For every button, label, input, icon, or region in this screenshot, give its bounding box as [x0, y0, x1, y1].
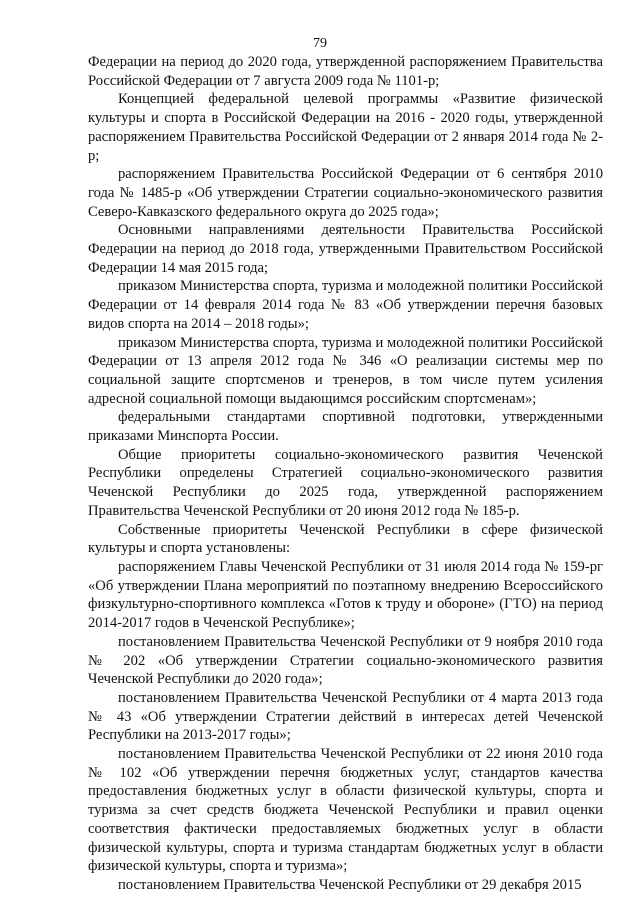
paragraph: Собственные приоритеты Чеченской Республики в сфере физической культуры и спорта установлены:: [88, 521, 603, 557]
paragraph: постановлением Правительства Чеченской Республики от 4 марта 2013 года № 43 «Об утверждении Стратегии действий в интересах детей Чеченской Республики на 2013-2017 годы»;: [88, 689, 603, 744]
paragraph: постановлением Правительства Чеченской Республики от 29 декабря 2015: [118, 876, 582, 893]
document-body: [88, 53, 603, 895]
paragraph: распоряжением Правительства Российской Федерации от 6 сентября 2010 года № 1485-р «Об утверждении Стратегии социально-экономического развития Северо-Кавказского федерального округа до 2025 года»;: [88, 166, 603, 220]
paragraph: постановлением Правительства Чеченской Республики от 22 июня 2010 года № 102 «Об утверждении перечня бюджетных услуг, стандартов качества предоставления бюджетных услуг в области физической культуры, спорта и туризма за счет средств бюджета Чеченской Республики и правил оценки соответствия фактически предоставляемых бюджетных услуг в области физической культуры, спорта и туризма стандартам бюджетных услуг в области физической культуры, спорта и туризма»;: [88, 746, 603, 875]
paragraph: Основными направлениями деятельности Правительства Российской Федерации на период до 2018 года, утвержденными Правительством Российской Федерации 14 мая 2015 года;: [88, 222, 603, 276]
page-number: 79: [313, 36, 327, 51]
paragraph: Общие приоритеты социально-экономического развития Чеченской Республики определены Стратегией социально-экономического развития Чеченской Республики до 2025 года, утвержденной распоряжением Правительства Чеченской Республики от 20 июня 2012 года № 185-р.: [88, 446, 603, 519]
paragraph: федеральными стандартами спортивной подготовки, утвержденными приказами Минспорта России.: [88, 409, 603, 445]
paragraph-continuation: Федерации на период до 2020 года, утвержденной распоряжением Правительства Российской Федерации от 7 августа 2009 года № 1101-р;: [88, 54, 603, 89]
paragraph: Концепцией федеральной целевой программы «Развитие физической культуры и спорта в Российской Федерации на 2016 - 2020 годы, утвержденной распоряжением Правительства Российской Федерации от 2 января 2014 года № 2-р;: [88, 91, 603, 164]
paragraph: постановлением Правительства Чеченской Республики от 9 ноября 2010 года № 202 «Об утверждении Стратегии социально-экономического развития Чеченской Республики до 2020 года»;: [88, 633, 603, 688]
paragraph: приказом Министерства спорта, туризма и молодежной политики Российской Федерации от 13 апреля 2012 года № 346 «О реализации системы мер по социальной защите спортсменов и тренеров, в том числе путем усиления адресной социальной помощи выдающимся российским спортсменам»;: [88, 334, 603, 407]
paragraph: распоряжением Главы Чеченской Республики от 31 июля 2014 года № 159-рг «Об утверждении Плана мероприятий по поэтапному внедрению Всероссийского физкультурно-спортивного комплекса «Готов к труду и обороне» (ГТО) на период 2014-2017 годов в Чеченской Республике»;: [88, 558, 603, 632]
paragraph: приказом Министерства спорта, туризма и молодежной политики Российской Федерации от 14 февраля 2014 года № 83 «Об утверждении перечня базовых видов спорта на 2014 – 2018 годы»;: [88, 278, 603, 332]
